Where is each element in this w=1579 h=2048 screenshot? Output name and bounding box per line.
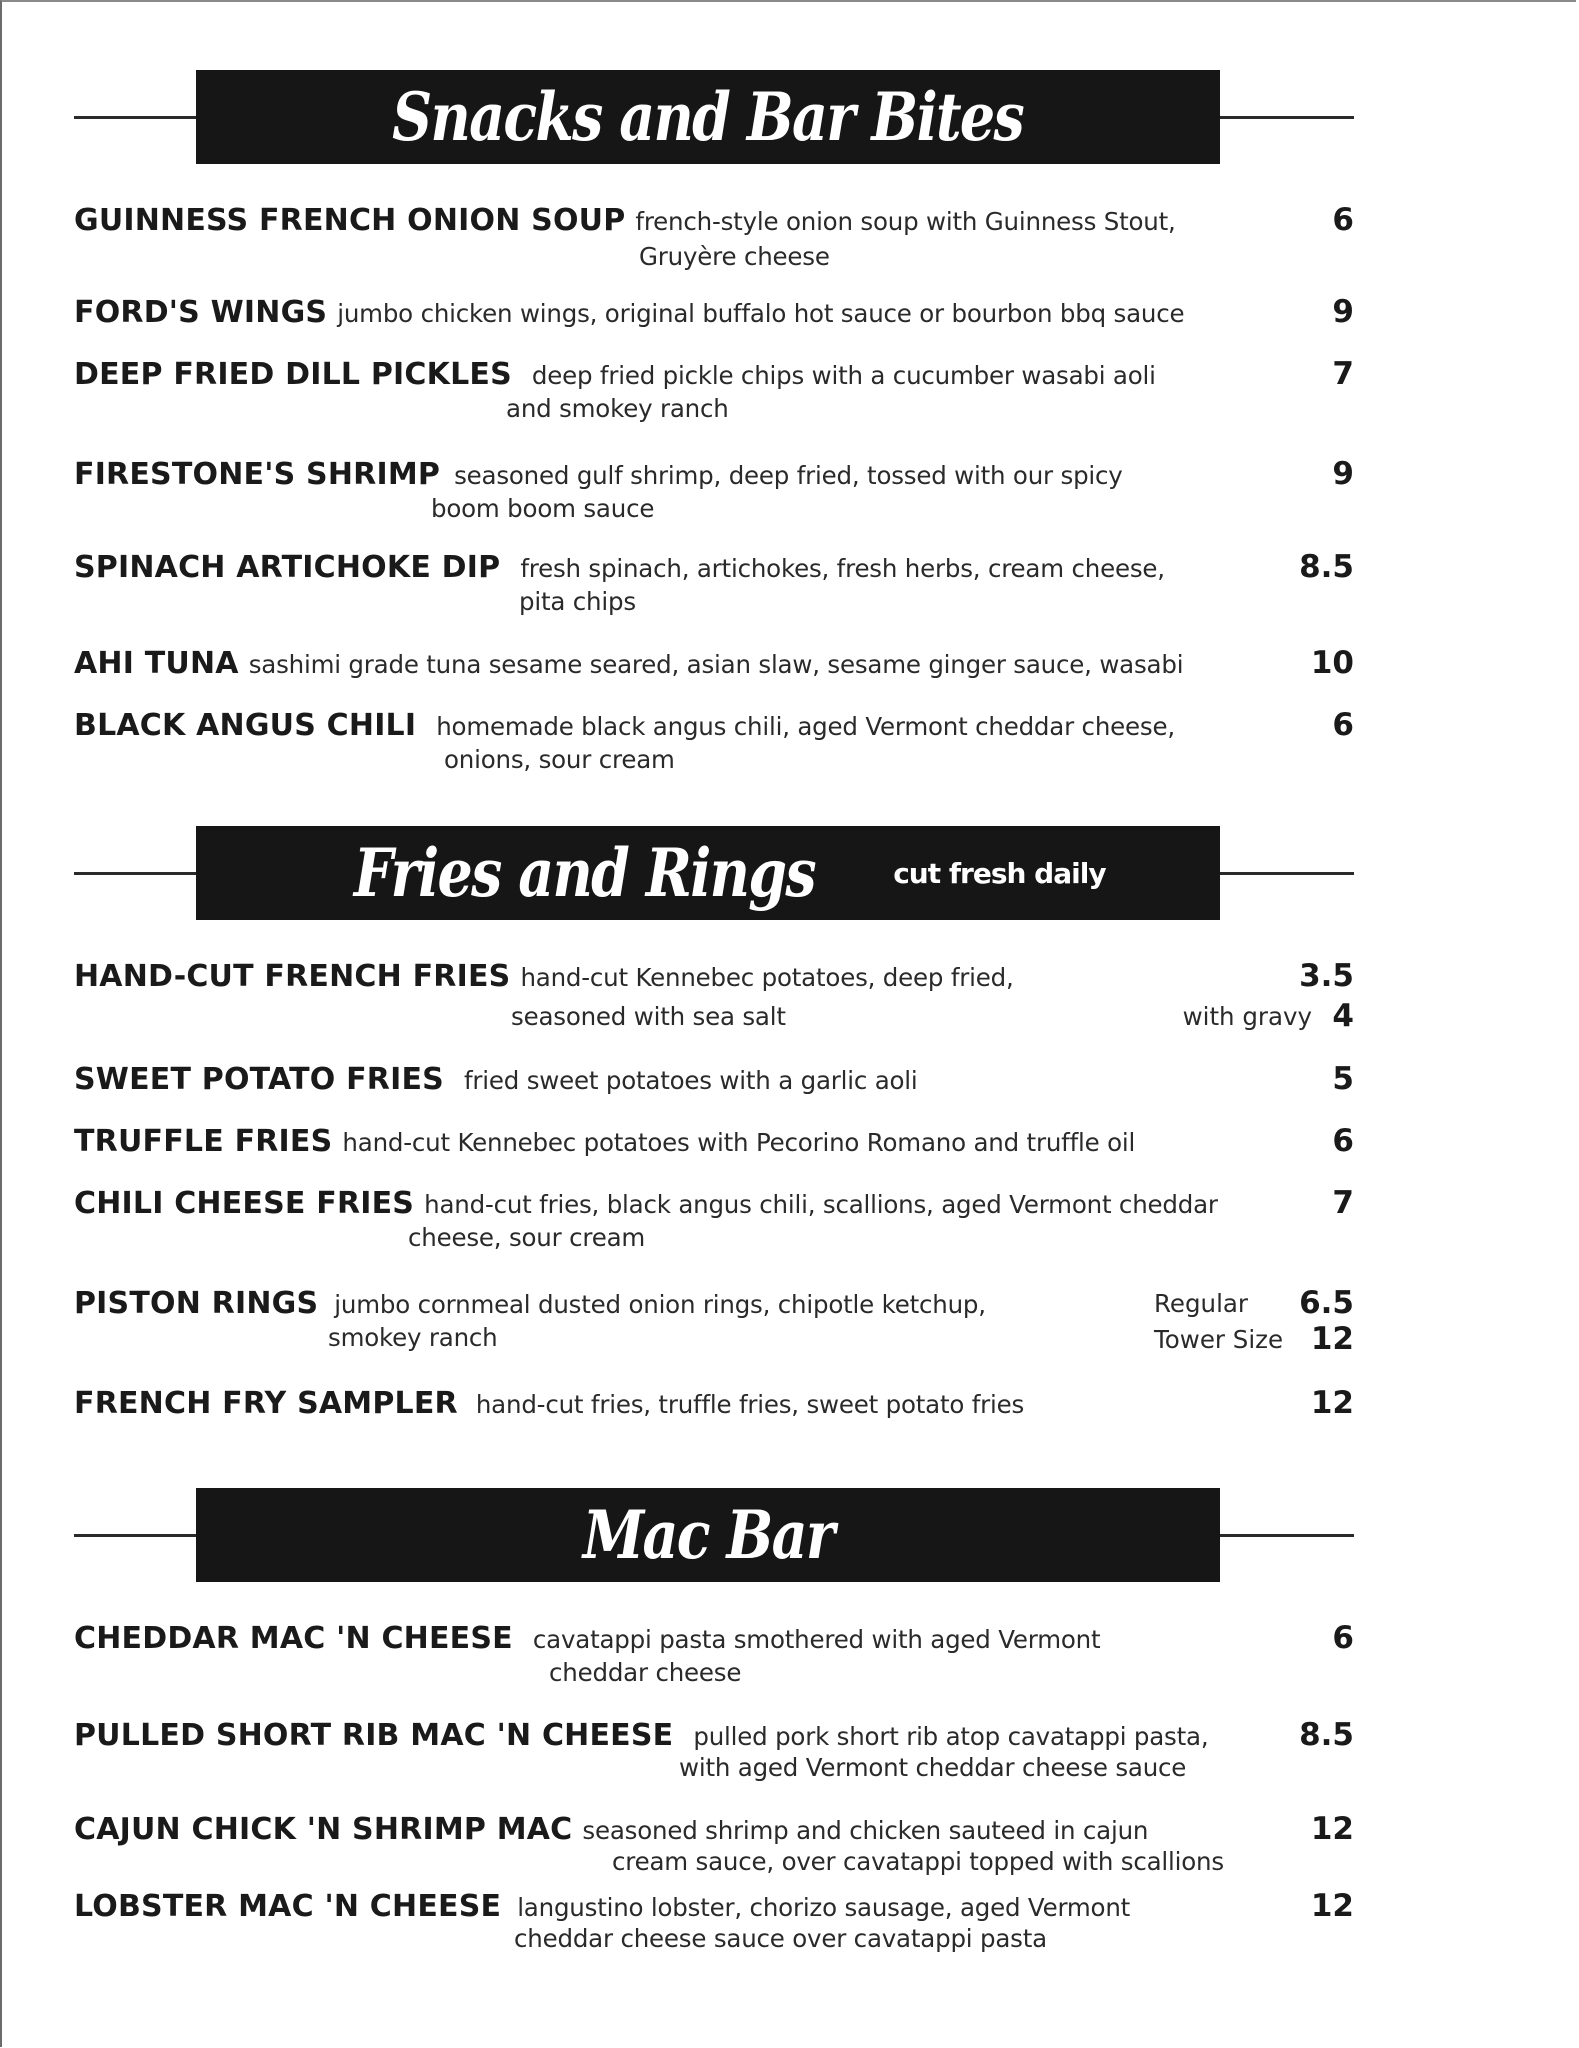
item-description-cont: cheese, sour cream (408, 1223, 646, 1252)
item-description-cont: boom boom sauce (431, 494, 655, 523)
item-price: 7 (1332, 1185, 1354, 1221)
item-name: AHI TUNA (74, 646, 239, 681)
item-price: 10 (1310, 645, 1354, 681)
menu-item (74, 1811, 1354, 1876)
item-price: 6 (1332, 707, 1354, 743)
item-description: cavatappi pasta smothered with aged Vermont (532, 1625, 1101, 1654)
item-description: hand-cut Kennebec potatoes with Pecorino Romano and truffle oil (342, 1128, 1136, 1157)
section-header-fries (74, 826, 1354, 922)
item-name: FORD'S WINGS (74, 295, 328, 330)
item-price: 8.5 (1299, 1717, 1354, 1753)
item-description: seasoned gulf shrimp, deep fried, tossed with our spicy (454, 461, 1123, 490)
item-name: PULLED SHORT RIB MAC 'N CHEESE (74, 1718, 674, 1753)
item-name: CHEDDAR MAC 'N CHEESE (74, 1621, 513, 1656)
item-description: homemade black angus chili, aged Vermont cheddar cheese, (436, 712, 1175, 741)
item-description: french-style onion soup with Guinness Stout, (635, 207, 1176, 236)
menu-item (74, 1620, 1354, 1687)
section-title: Mac Bar (582, 1496, 834, 1574)
price-option-label: Tower Size (1154, 1325, 1284, 1354)
menu-item (74, 958, 1354, 1034)
item-description: pulled pork short rib atop cavatappi pasta, (693, 1722, 1209, 1751)
item-description: jumbo chicken wings, original buffalo hot sauce or bourbon bbq sauce (337, 299, 1185, 328)
item-name: CAJUN CHICK 'N SHRIMP MAC (74, 1812, 573, 1847)
item-price: 7 (1332, 356, 1354, 392)
header-box (196, 70, 1220, 164)
item-price: 6 (1332, 1620, 1354, 1656)
item-price-option: 4 (1332, 998, 1354, 1034)
item-price: 6 (1332, 202, 1354, 238)
item-description-cont: onions, sour cream (444, 745, 675, 774)
item-price-option: 12 (1310, 1321, 1354, 1357)
menu-item (74, 1285, 1354, 1357)
item-name: SWEET POTATO FRIES (74, 1062, 444, 1097)
item-description: fresh spinach, artichokes, fresh herbs, cream cheese, (520, 554, 1165, 583)
menu-item (74, 549, 1354, 616)
section-header-snacks (74, 70, 1354, 166)
item-description-cont: pita chips (519, 587, 636, 616)
item-price: 5 (1332, 1061, 1354, 1097)
menu-item (74, 1717, 1354, 1782)
item-name: FRENCH FRY SAMPLER (74, 1386, 458, 1421)
menu-item (74, 456, 1354, 523)
item-description: fried sweet potatoes with a garlic aoli (463, 1066, 918, 1095)
item-description-cont: cheddar cheese sauce over cavatappi pasta (514, 1924, 1047, 1953)
item-price: 12 (1310, 1811, 1354, 1847)
menu-item (74, 1123, 1354, 1161)
item-price: 12 (1310, 1385, 1354, 1421)
item-description-cont: with aged Vermont cheddar cheese sauce (679, 1753, 1187, 1782)
menu-item (74, 1185, 1354, 1252)
item-name: FIRESTONE'S SHRIMP (74, 457, 441, 492)
item-price: 3.5 (1299, 958, 1354, 994)
section-title: Fries and Rings (354, 834, 816, 912)
item-description: sashimi grade tuna sesame seared, asian slaw, sesame ginger sauce, wasabi (248, 650, 1184, 679)
item-description: hand-cut Kennebec potatoes, deep fried, (520, 963, 1014, 992)
item-name: DEEP FRIED DILL PICKLES (74, 357, 512, 392)
item-price: 6.5 (1299, 1285, 1354, 1321)
item-name: SPINACH ARTICHOKE DIP (74, 550, 501, 585)
item-name: BLACK ANGUS CHILI (74, 708, 417, 743)
item-description-cont: cream sauce, over cavatappi topped with scallions (612, 1847, 1224, 1876)
menu-item (74, 202, 1354, 271)
item-price: 8.5 (1299, 549, 1354, 585)
header-box (196, 826, 1220, 920)
menu-item (74, 645, 1354, 683)
item-name: TRUFFLE FRIES (74, 1124, 333, 1159)
section-title: Snacks and Bar Bites (392, 78, 1024, 156)
menu-item (74, 1061, 1354, 1099)
item-name: CHILI CHEESE FRIES (74, 1186, 415, 1221)
menu-item (74, 356, 1354, 423)
item-description: deep fried pickle chips with a cucumber wasabi aoli (531, 361, 1156, 390)
item-description: hand-cut fries, black angus chili, scallions, aged Vermont cheddar (424, 1190, 1218, 1219)
price-option-label: with gravy (1182, 1002, 1312, 1031)
item-price: 9 (1332, 294, 1354, 330)
item-description: jumbo cornmeal dusted onion rings, chipotle ketchup, (334, 1290, 986, 1319)
item-description-cont: seasoned with sea salt (511, 1002, 786, 1031)
menu-item (74, 707, 1354, 774)
menu-item (74, 1888, 1354, 1953)
item-price: 6 (1332, 1123, 1354, 1159)
price-option-label: Regular (1154, 1289, 1248, 1318)
item-name: PISTON RINGS (74, 1286, 319, 1321)
item-description-cont: Gruyère cheese (639, 242, 830, 271)
item-name: HAND-CUT FRENCH FRIES (74, 959, 511, 994)
section-subtitle: cut fresh daily (893, 856, 1106, 890)
item-name: LOBSTER MAC 'N CHEESE (74, 1889, 502, 1924)
menu-item (74, 1385, 1354, 1423)
item-price: 9 (1332, 456, 1354, 492)
section-header-mac (74, 1488, 1354, 1584)
item-description: langustino lobster, chorizo sausage, aged Vermont (517, 1893, 1131, 1922)
item-name: GUINNESS FRENCH ONION SOUP (74, 203, 626, 238)
header-box (196, 1488, 1220, 1582)
item-description-cont: and smokey ranch (506, 394, 729, 423)
menu-item (74, 294, 1354, 332)
item-description: hand-cut fries, truffle fries, sweet potato fries (475, 1390, 1025, 1419)
item-description-cont: smokey ranch (328, 1323, 498, 1352)
item-description-cont: cheddar cheese (549, 1658, 742, 1687)
item-price: 12 (1310, 1888, 1354, 1924)
item-description: seasoned shrimp and chicken sauteed in cajun (582, 1816, 1149, 1845)
